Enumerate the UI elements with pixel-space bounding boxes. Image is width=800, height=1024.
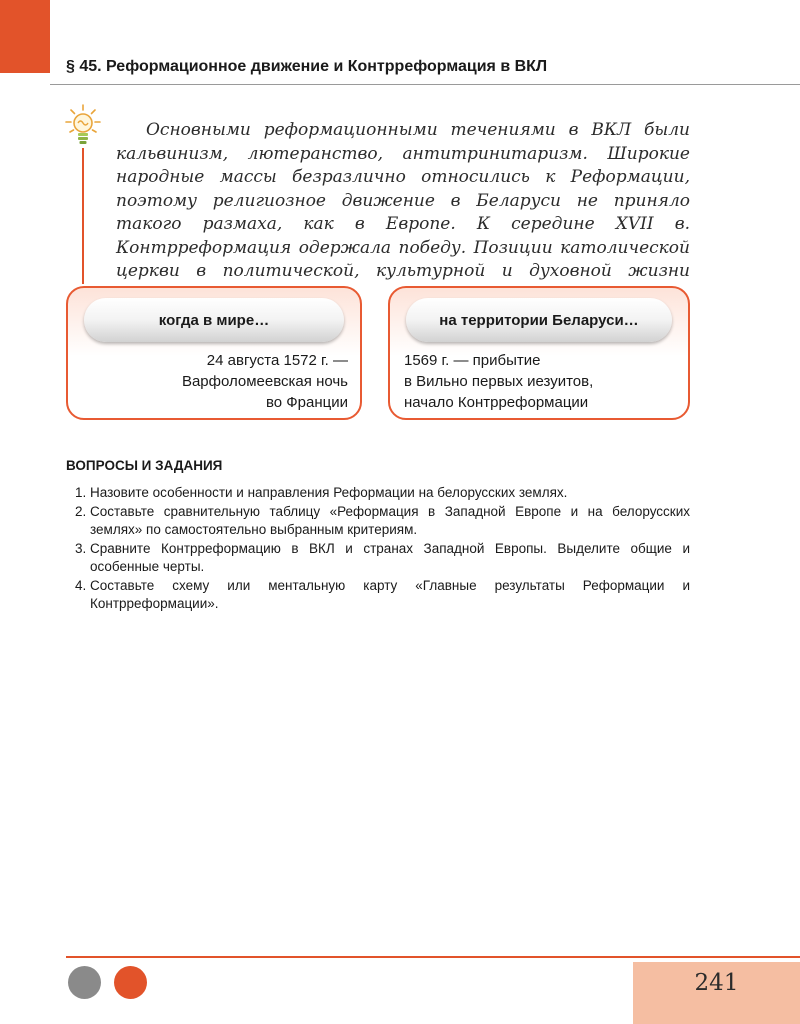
header-divider bbox=[50, 84, 800, 85]
belarus-events-title: на территории Беларуси… bbox=[406, 298, 672, 342]
question-item: 1. Назовите особенности и направления Реформации на белорусских землях. bbox=[90, 484, 690, 503]
world-events-box bbox=[66, 286, 362, 420]
belarus-event-line: в Вильно первых иезуитов, bbox=[404, 373, 594, 390]
belarus-event-line: 1569 г. — прибытие bbox=[404, 352, 541, 369]
question-item: 4. Составьте схему или ментальную карту «Главные результаты Реформации и Контрреформации». bbox=[90, 577, 690, 614]
world-events-title: когда в мире… bbox=[84, 298, 344, 342]
chapter-title: § 45. Реформационное движение и Контрреформация в ВКЛ bbox=[66, 58, 548, 75]
world-events-text bbox=[182, 350, 348, 413]
world-event-line: Варфоломеевская ночь bbox=[181, 373, 348, 390]
gray-circle-decoration bbox=[68, 966, 101, 999]
question-item: 2. Составьте сравнительную таблицу «Реформация в Западной Европе и на белорусских землях» по самостоятельно выбранным критериям. bbox=[90, 503, 690, 540]
world-event-line: во Франции bbox=[265, 394, 348, 411]
intro-side-line bbox=[82, 148, 84, 284]
footer-divider bbox=[66, 956, 800, 958]
belarus-events-box bbox=[388, 286, 690, 420]
belarus-event-line: начало Контрреформации bbox=[404, 394, 589, 411]
questions-list bbox=[66, 484, 690, 614]
lightbulb-icon bbox=[65, 104, 101, 152]
intro-paragraph: Основными реформационными течениями в ВКЛ были кальвинизм, лютеранство, антитринитаризм. Широкие народные массы безразлично относились к Реформации, поэтому религиозное движение в Беларуси не приняло такого размаха, как в Европе. К середине XVII в. Контрреформация одержала победу. Позиции католической церкви в политической, культурной и духовной жизни bbox=[116, 120, 690, 281]
belarus-events-text bbox=[404, 350, 593, 413]
page-number: 241 bbox=[694, 970, 739, 996]
world-event-line: 24 августа 1572 г. — bbox=[206, 352, 348, 369]
page-number-box bbox=[633, 962, 800, 1024]
question-item: 3. Сравните Контрреформацию в ВКЛ и странах Западной Европы. Выделите общие и особенные черты. bbox=[90, 540, 690, 577]
corner-accent-tab bbox=[0, 0, 50, 73]
orange-circle-decoration bbox=[114, 966, 147, 999]
questions-heading: ВОПРОСЫ И ЗАДАНИЯ bbox=[66, 458, 223, 473]
